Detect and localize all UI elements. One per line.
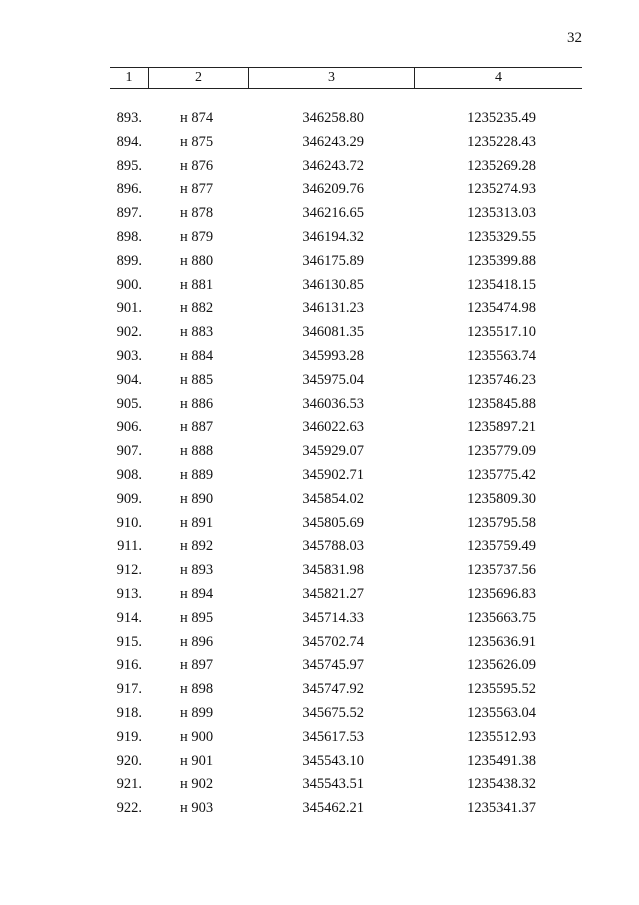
table-row (0, 178, 639, 202)
coordinate-y: 1235563.74 (467, 347, 536, 364)
coordinate-x: 346209.76 (302, 181, 364, 198)
table-row (0, 321, 639, 345)
table-row (0, 726, 639, 750)
point-id: н 896 (180, 633, 214, 650)
coordinate-y: 1235228.43 (467, 133, 536, 150)
row-number: 920. (116, 752, 142, 769)
table-header (110, 67, 582, 89)
table-row (0, 107, 639, 131)
point-id: н 902 (180, 776, 214, 793)
table-row (0, 131, 639, 155)
table-row (0, 678, 639, 702)
table-row (0, 416, 639, 440)
table-row (0, 202, 639, 226)
row-number: 921. (116, 776, 142, 793)
table-row (0, 559, 639, 583)
row-number: 911. (117, 538, 142, 555)
row-number: 905. (116, 395, 142, 412)
header-col-4: 4 (495, 70, 502, 85)
header-col-2: 2 (149, 68, 249, 88)
table-row (0, 702, 639, 726)
coordinate-x: 346258.80 (302, 110, 364, 126)
point-id: н 895 (180, 609, 214, 626)
coordinate-y: 1235775.42 (467, 466, 536, 483)
point-id: н 893 (180, 562, 214, 579)
row-number: 918. (116, 704, 142, 721)
coordinate-y: 1235636.91 (467, 633, 536, 650)
coordinate-y: 1235759.49 (467, 538, 536, 555)
row-number: 895. (116, 157, 142, 174)
row-number: 907. (116, 443, 142, 460)
coordinate-y: 1235626.09 (467, 657, 536, 674)
coordinate-x: 345788.03 (302, 538, 364, 555)
point-id: н 882 (180, 300, 214, 317)
point-id: н 888 (180, 443, 214, 460)
coordinate-x: 345854.02 (302, 490, 364, 507)
coordinate-x: 345675.52 (302, 704, 364, 721)
coordinate-x: 345714.33 (302, 609, 364, 626)
coordinate-y: 1235809.30 (467, 490, 536, 507)
coordinate-y: 1235897.21 (467, 419, 536, 436)
row-number: 913. (116, 585, 142, 602)
coordinate-y: 1235845.88 (467, 395, 536, 412)
table-row (0, 583, 639, 607)
coordinate-x: 346022.63 (302, 419, 364, 436)
coordinate-x: 345902.71 (302, 466, 364, 483)
table-row (0, 345, 639, 369)
point-id: н 890 (180, 490, 214, 507)
point-id: н 884 (180, 347, 214, 364)
table-row (0, 750, 639, 774)
coordinate-y: 1235418.15 (467, 276, 536, 293)
coordinate-y: 1235779.09 (467, 443, 536, 460)
coordinate-y: 1235696.83 (467, 585, 536, 602)
point-id: н 903 (180, 800, 214, 817)
coordinate-x: 345975.04 (302, 371, 364, 388)
table-row (0, 297, 639, 321)
row-number: 910. (116, 514, 142, 531)
table-body (0, 107, 639, 821)
point-id: н 883 (180, 324, 214, 341)
coordinate-y: 1235595.52 (467, 681, 536, 698)
coordinate-y: 1235329.55 (467, 228, 536, 245)
point-id: н 899 (180, 704, 214, 721)
coordinate-y: 1235341.37 (467, 800, 536, 817)
point-id: н 880 (180, 252, 214, 269)
coordinate-y: 1235737.56 (467, 562, 536, 579)
row-number: 899. (116, 252, 142, 269)
coordinate-x: 345929.07 (302, 443, 364, 460)
coordinate-x: 345702.74 (302, 633, 364, 650)
point-id: н 891 (180, 514, 214, 531)
point-id: н 887 (180, 419, 214, 436)
coordinate-y: 1235517.10 (467, 324, 536, 341)
row-number: 915. (116, 633, 142, 650)
table-row (0, 654, 639, 678)
point-id: н 894 (180, 585, 214, 602)
row-number: 893. (116, 110, 142, 126)
coordinate-x: 346036.53 (302, 395, 364, 412)
table-row (0, 464, 639, 488)
row-number: 902. (116, 324, 142, 341)
coordinate-y: 1235563.04 (467, 704, 536, 721)
row-number: 903. (116, 347, 142, 364)
row-number: 904. (116, 371, 142, 388)
table-row (0, 369, 639, 393)
row-number: 908. (116, 466, 142, 483)
row-number: 922. (116, 800, 142, 817)
coordinate-y: 1235399.88 (467, 252, 536, 269)
coordinate-y: 1235491.38 (467, 752, 536, 769)
table-row (0, 607, 639, 631)
row-number: 914. (116, 609, 142, 626)
point-id: н 900 (180, 728, 214, 745)
table-row (0, 440, 639, 464)
row-number: 919. (116, 728, 142, 745)
table-row (0, 631, 639, 655)
coordinate-y: 1235235.49 (467, 110, 536, 126)
table-row (0, 393, 639, 417)
table-row (0, 773, 639, 797)
row-number: 906. (116, 419, 142, 436)
coordinate-x: 345831.98 (302, 562, 364, 579)
coordinate-x: 345805.69 (302, 514, 364, 531)
coordinate-y: 1235512.93 (467, 728, 536, 745)
coordinate-y: 1235746.23 (467, 371, 536, 388)
coordinate-y: 1235663.75 (467, 609, 536, 626)
point-id: н 886 (180, 395, 214, 412)
coordinate-x: 345617.53 (302, 728, 364, 745)
table-row (0, 226, 639, 250)
row-number: 898. (116, 228, 142, 245)
coordinate-x: 346081.35 (302, 324, 364, 341)
coordinate-x: 345747.92 (302, 681, 364, 698)
page-number: 32 (567, 30, 582, 46)
coordinate-y: 1235274.93 (467, 181, 536, 198)
row-number: 894. (116, 133, 142, 150)
header-col-3: 3 (249, 68, 415, 88)
row-number: 912. (116, 562, 142, 579)
point-id: н 881 (180, 276, 214, 293)
coordinate-x: 345462.21 (302, 800, 364, 817)
coordinate-x: 345543.10 (302, 752, 364, 769)
row-number: 897. (116, 205, 142, 222)
point-id: н 876 (180, 157, 214, 174)
coordinate-x: 346131.23 (302, 300, 364, 317)
point-id: н 878 (180, 205, 214, 222)
row-number: 909. (116, 490, 142, 507)
point-id: н 892 (180, 538, 214, 555)
coordinate-y: 1235313.03 (467, 205, 536, 222)
coordinate-x: 346130.85 (302, 276, 364, 293)
table-row (0, 512, 639, 536)
point-id: н 889 (180, 466, 214, 483)
point-id: н 885 (180, 371, 214, 388)
coordinate-x: 345543.51 (302, 776, 364, 793)
point-id: н 874 (180, 110, 214, 126)
coordinate-x: 345993.28 (302, 347, 364, 364)
point-id: н 879 (180, 228, 214, 245)
coordinate-y: 1235474.98 (467, 300, 536, 317)
point-id: н 897 (180, 657, 214, 674)
table-row (0, 797, 639, 821)
row-number: 896. (116, 181, 142, 198)
coordinate-y: 1235795.58 (467, 514, 536, 531)
point-id: н 875 (180, 133, 214, 150)
table-row (0, 155, 639, 179)
coordinate-y: 1235269.28 (467, 157, 536, 174)
point-id: н 877 (180, 181, 214, 198)
table-row (0, 250, 639, 274)
coordinate-x: 345821.27 (302, 585, 364, 602)
coordinate-x: 346243.29 (302, 133, 364, 150)
coordinate-x: 346175.89 (302, 252, 364, 269)
row-number: 900. (116, 276, 142, 293)
header-col-1: 1 (110, 68, 149, 88)
coordinate-x: 346243.72 (302, 157, 364, 174)
row-number: 916. (116, 657, 142, 674)
point-id: н 898 (180, 681, 214, 698)
table-row (0, 488, 639, 512)
row-number: 917. (116, 681, 142, 698)
coordinate-y: 1235438.32 (467, 776, 536, 793)
table-row (0, 274, 639, 298)
coordinate-x: 345745.97 (302, 657, 364, 674)
row-number: 901. (116, 300, 142, 317)
table-row (0, 535, 639, 559)
point-id: н 901 (180, 752, 214, 769)
coordinate-x: 346216.65 (302, 205, 364, 222)
coordinate-x: 346194.32 (302, 228, 364, 245)
